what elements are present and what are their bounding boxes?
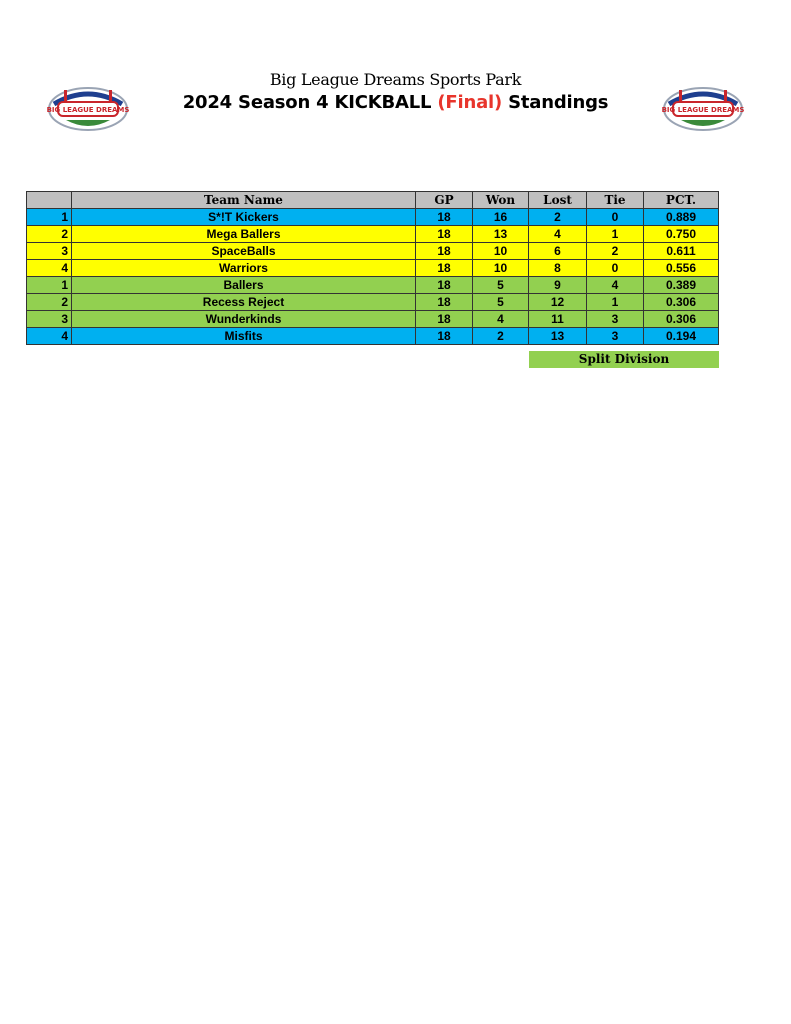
pct-cell: 0.889: [644, 209, 719, 226]
team-name-cell: Ballers: [72, 277, 416, 294]
gp-cell: 18: [416, 277, 473, 294]
pct-cell: 0.611: [644, 243, 719, 260]
rank-cell: 4: [27, 260, 72, 277]
pct-cell: 0.194: [644, 328, 719, 345]
pct-cell: 0.389: [644, 277, 719, 294]
lost-cell: 12: [529, 294, 587, 311]
lost-cell: 11: [529, 311, 587, 328]
tie-cell: 4: [587, 277, 644, 294]
lost-cell: 6: [529, 243, 587, 260]
team-name-cell: Mega Ballers: [72, 226, 416, 243]
team-name-cell: Warriors: [72, 260, 416, 277]
table-row: [27, 260, 719, 277]
rank-cell: 1: [27, 277, 72, 294]
won-cell: 10: [473, 260, 529, 277]
tie-cell: 1: [587, 294, 644, 311]
won-cell: 5: [473, 277, 529, 294]
table-row: [27, 209, 719, 226]
lost-cell: 8: [529, 260, 587, 277]
column-header-team-name: Team Name: [72, 192, 416, 209]
won-cell: 5: [473, 294, 529, 311]
gp-cell: 18: [416, 294, 473, 311]
header-row: [27, 192, 719, 209]
won-cell: 4: [473, 311, 529, 328]
gp-cell: 18: [416, 260, 473, 277]
column-header-rank: [27, 192, 72, 209]
rank-cell: 3: [27, 243, 72, 260]
split-division-legend: Split Division: [529, 351, 719, 368]
team-name-cell: SpaceBalls: [72, 243, 416, 260]
pct-cell: 0.556: [644, 260, 719, 277]
gp-cell: 18: [416, 311, 473, 328]
tie-cell: 1: [587, 226, 644, 243]
lost-cell: 2: [529, 209, 587, 226]
column-header-pct: PCT.: [644, 192, 719, 209]
column-header-tie: Tie: [587, 192, 644, 209]
team-name-cell: Wunderkinds: [72, 311, 416, 328]
won-cell: 10: [473, 243, 529, 260]
column-header-won: Won: [473, 192, 529, 209]
tie-cell: 2: [587, 243, 644, 260]
tie-cell: 0: [587, 260, 644, 277]
logo-text: BIG LEAGUE DREAMS: [661, 106, 745, 114]
gp-cell: 18: [416, 243, 473, 260]
column-header-gp: GP: [416, 192, 473, 209]
gp-cell: 18: [416, 226, 473, 243]
team-name-cell: S*!T Kickers: [72, 209, 416, 226]
standings-body: [27, 209, 719, 345]
rank-cell: 4: [27, 328, 72, 345]
tie-cell: 3: [587, 311, 644, 328]
title-final: (Final): [437, 92, 503, 113]
pct-cell: 0.750: [644, 226, 719, 243]
team-name-cell: Misfits: [72, 328, 416, 345]
won-cell: 16: [473, 209, 529, 226]
team-name-cell: Recess Reject: [72, 294, 416, 311]
table-row: [27, 243, 719, 260]
park-name: Big League Dreams Sports Park: [269, 70, 522, 89]
won-cell: 2: [473, 328, 529, 345]
rank-cell: 1: [27, 209, 72, 226]
logo-text: BIG LEAGUE DREAMS: [46, 106, 130, 114]
title-prefix: 2024 Season 4 KICKBALL: [182, 92, 438, 113]
lost-cell: 9: [529, 277, 587, 294]
won-cell: 13: [473, 226, 529, 243]
page-title: [0, 91, 791, 115]
gp-cell: 18: [416, 209, 473, 226]
document-header: [0, 70, 791, 115]
lost-cell: 13: [529, 328, 587, 345]
rank-cell: 3: [27, 311, 72, 328]
tie-cell: 0: [587, 209, 644, 226]
title-suffix: Standings: [502, 92, 609, 113]
pct-cell: 0.306: [644, 311, 719, 328]
standings-table: [26, 191, 719, 345]
table-row: [27, 311, 719, 328]
tie-cell: 3: [587, 328, 644, 345]
table-row: [27, 277, 719, 294]
rank-cell: 2: [27, 294, 72, 311]
column-header-lost: Lost: [529, 192, 587, 209]
table-row: [27, 328, 719, 345]
rank-cell: 2: [27, 226, 72, 243]
gp-cell: 18: [416, 328, 473, 345]
table-row: [27, 294, 719, 311]
table-row: [27, 226, 719, 243]
pct-cell: 0.306: [644, 294, 719, 311]
lost-cell: 4: [529, 226, 587, 243]
